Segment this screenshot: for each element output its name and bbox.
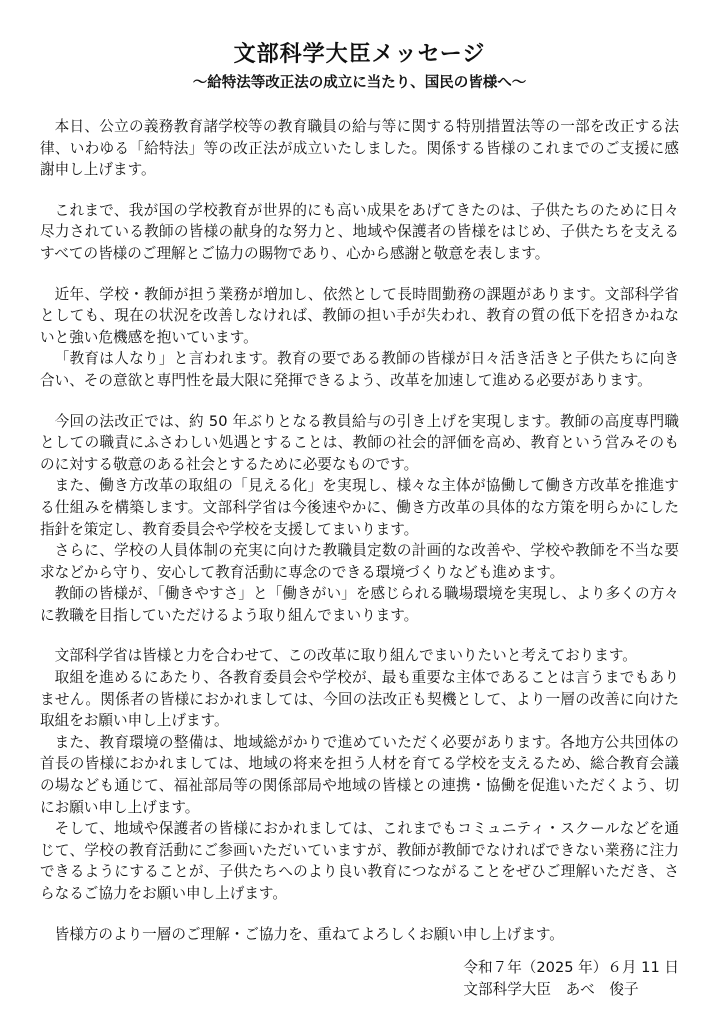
paragraph-3: 近年、学校・教師が担う業務が増加し、依然として長時間勤務の課題があります。文部科学省としても、現在の状況を改善しなければ、教師の担い手が失われ、教育の質の低下を招きかねないと強い危機感を抱いています。 <box>40 285 679 346</box>
paragraph-7: さらに、学校の人員体制の充実に向けた教職員定数の計画的な改善や、学校や教師を不当な要求などから守り、安心して教育活動に専念のできる環境づくりなども進めます。 <box>40 542 679 581</box>
message-body <box>40 116 679 945</box>
paragraph-10: 取組を進めるにあたり、各教育委員会や学校が、最も重要な主体であることは言うまでもありません。関係者の皆様におかれましては、今回の法改正も契機として、より一層の改善に向けた取組をお願い申し上げます。 <box>40 669 679 730</box>
signatory: 文部科学大臣 あべ 俊子 <box>463 981 639 998</box>
paragraph-4: 「教育は人なり」と言われます。教育の要である教師の皆様が日々活き活きと子供たちに向き合い、その意欲と専門性を最大限に発揮できるよう、改革を加速して進める必要があります。 <box>40 350 679 389</box>
paragraph-8: 教師の皆様が、「働きやすさ」と「働きがい」を感じられる職場環境を実現し、より多くの方々に教職を目指していただけるよう取り組んでまいります。 <box>40 585 679 624</box>
paragraph-2: これまで、我が国の学校教育が世界的にも高い成果をあげてきたのは、子供たちのために日々尽力されている教師の皆様の献身的な努力と、地域や保護者の皆様をはじめ、子供たちを支えるすべての皆様のご理解とご協力の賜物であり、心から感謝と敬意を表します。 <box>40 201 679 262</box>
signature-block <box>463 957 679 1001</box>
paragraph-9: 文部科学省は皆様と力を合わせて、この改革に取り組んでまいりたいと考えております。 <box>54 647 637 665</box>
paragraph-11: また、教育環境の整備は、地域総がかりで進めていただく必要があります。各地方公共団体の首長の皆様におかれましては、地域の将来を担う人材を育てる学校を支えるため、総合教育会議の場なども通じて、福祉部局等の関係部局や地域の皆様との連携・協働を促進いただくよう、切にお願い申し上げます。 <box>40 733 679 816</box>
document-date: 令和７年（2025 年）６月 11 日 <box>463 959 679 976</box>
paragraph-6: また、働き方改革の取組の「見える化」を実現し、様々な主体が協働して働き方改革を推進する仕組みを構築します。文部科学省は今後速やかに、働き方改革の具体的な方策を明らかにした指針を策定し、教育委員会や学校を支援してまいります。 <box>40 477 679 538</box>
paragraph-13: 皆様方のより一層のご理解・ご協力を、重ねてよろしくお願い申し上げます。 <box>54 925 564 943</box>
document-title: 文部科学大臣メッセージ <box>233 42 486 67</box>
paragraph-5: 今回の法改正では、約 50 年ぶりとなる教員給与の引き上げを実現します。教師の高度専門職としての職責にふさわしい処遇とすることは、教師の社会的評価を高め、教育という営みそのものに対する敬意のある社会とするために必要なものです。 <box>40 412 679 473</box>
paragraph-1: 本日、公立の義務教育諸学校等の教育職員の給与等に関する特別措置法等の一部を改正する法律、いわゆる「給特法」等の改正法が成立いたしました。関係する皆様のこれまでのご支援に感謝申し上げます。 <box>40 118 679 179</box>
document-subtitle: ～給特法等改正法の成立に当たり、国民の皆様へ～ <box>192 75 527 91</box>
paragraph-12: そして、地域や保護者の皆様におかれましては、これまでもコミュニティ・スクールなどを通じて、学校の教育活動にご参画いただいていますが、教師が教師でなければできない業務に注力できるようにすることが、子供たちへのより良い教育につながることをぜひご理解いただき、さらなるご協力をお願い申し上げます。 <box>40 820 679 902</box>
